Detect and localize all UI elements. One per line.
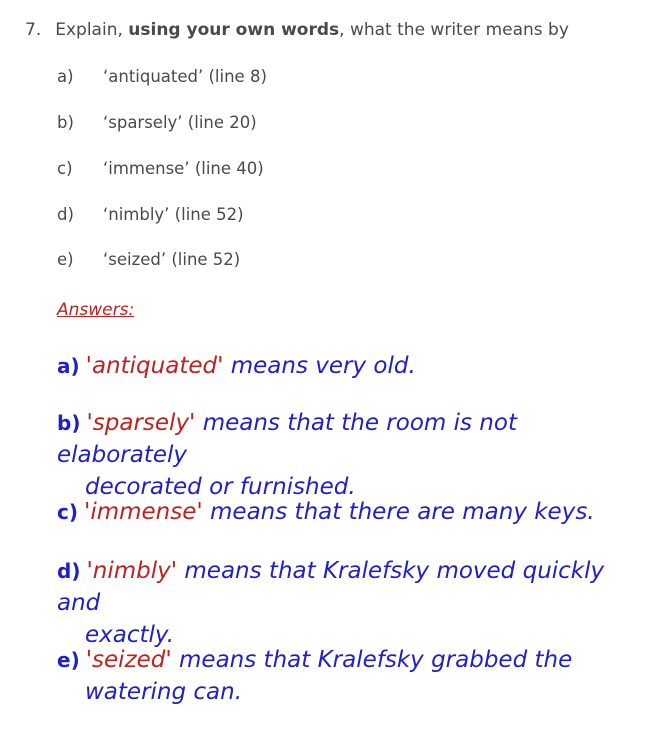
option-text: ‘seized’ (line 52) [103, 250, 241, 269]
answer-b [57, 407, 647, 503]
answer-letter: e) [57, 648, 80, 672]
option-letter: e) [57, 250, 74, 269]
answer-quoted-word: 'immense' [84, 499, 203, 525]
option-letter: b) [57, 113, 74, 132]
answer-quoted-word: 'sparsely' [86, 410, 196, 436]
answer-text-continued: decorated or furnished. [85, 474, 356, 500]
option-c [57, 157, 264, 181]
answer-text: means that Kralefsky grabbed the [171, 647, 573, 673]
option-text: ‘immense’ (line 40) [103, 159, 264, 178]
answer-d [57, 555, 647, 651]
option-d [57, 203, 244, 227]
answer-a [57, 350, 647, 382]
answer-quoted-word: 'antiquated' [85, 353, 224, 379]
question-number: 7. [25, 20, 42, 40]
answer-letter: a) [57, 354, 80, 378]
option-text: ‘nimbly’ (line 52) [103, 205, 244, 224]
question-text-bold: using your own words [128, 20, 340, 40]
option-text: ‘antiquated’ (line 8) [103, 67, 267, 86]
answer-text: means that the room is not elaborately [57, 410, 517, 468]
option-letter: a) [57, 67, 74, 86]
question-prompt [25, 18, 569, 42]
answer-text: means very old. [223, 353, 416, 379]
question-text-before: Explain, [55, 20, 129, 40]
answer-text-continued: exactly. [85, 622, 175, 648]
answer-quoted-word: 'seized' [85, 647, 172, 673]
option-b [57, 111, 257, 135]
answer-e [57, 644, 647, 708]
answer-letter: c) [57, 500, 78, 524]
answer-text: means that there are many keys. [202, 499, 595, 525]
answer-letter: d) [57, 559, 81, 583]
answer-quoted-word: 'nimbly' [86, 558, 178, 584]
option-letter: d) [57, 205, 74, 224]
answer-text-continued: watering can. [85, 679, 243, 705]
answer-text: means that Kralefsky moved quickly and [57, 558, 605, 616]
option-e [57, 248, 240, 272]
option-letter: c) [57, 159, 73, 178]
option-a [57, 65, 267, 89]
answer-c [57, 496, 647, 528]
answers-heading: Answers: [57, 300, 135, 320]
option-text: ‘sparsely’ (line 20) [103, 113, 257, 132]
question-text-after: , what the writer means by [339, 20, 569, 40]
answer-letter: b) [57, 411, 81, 435]
